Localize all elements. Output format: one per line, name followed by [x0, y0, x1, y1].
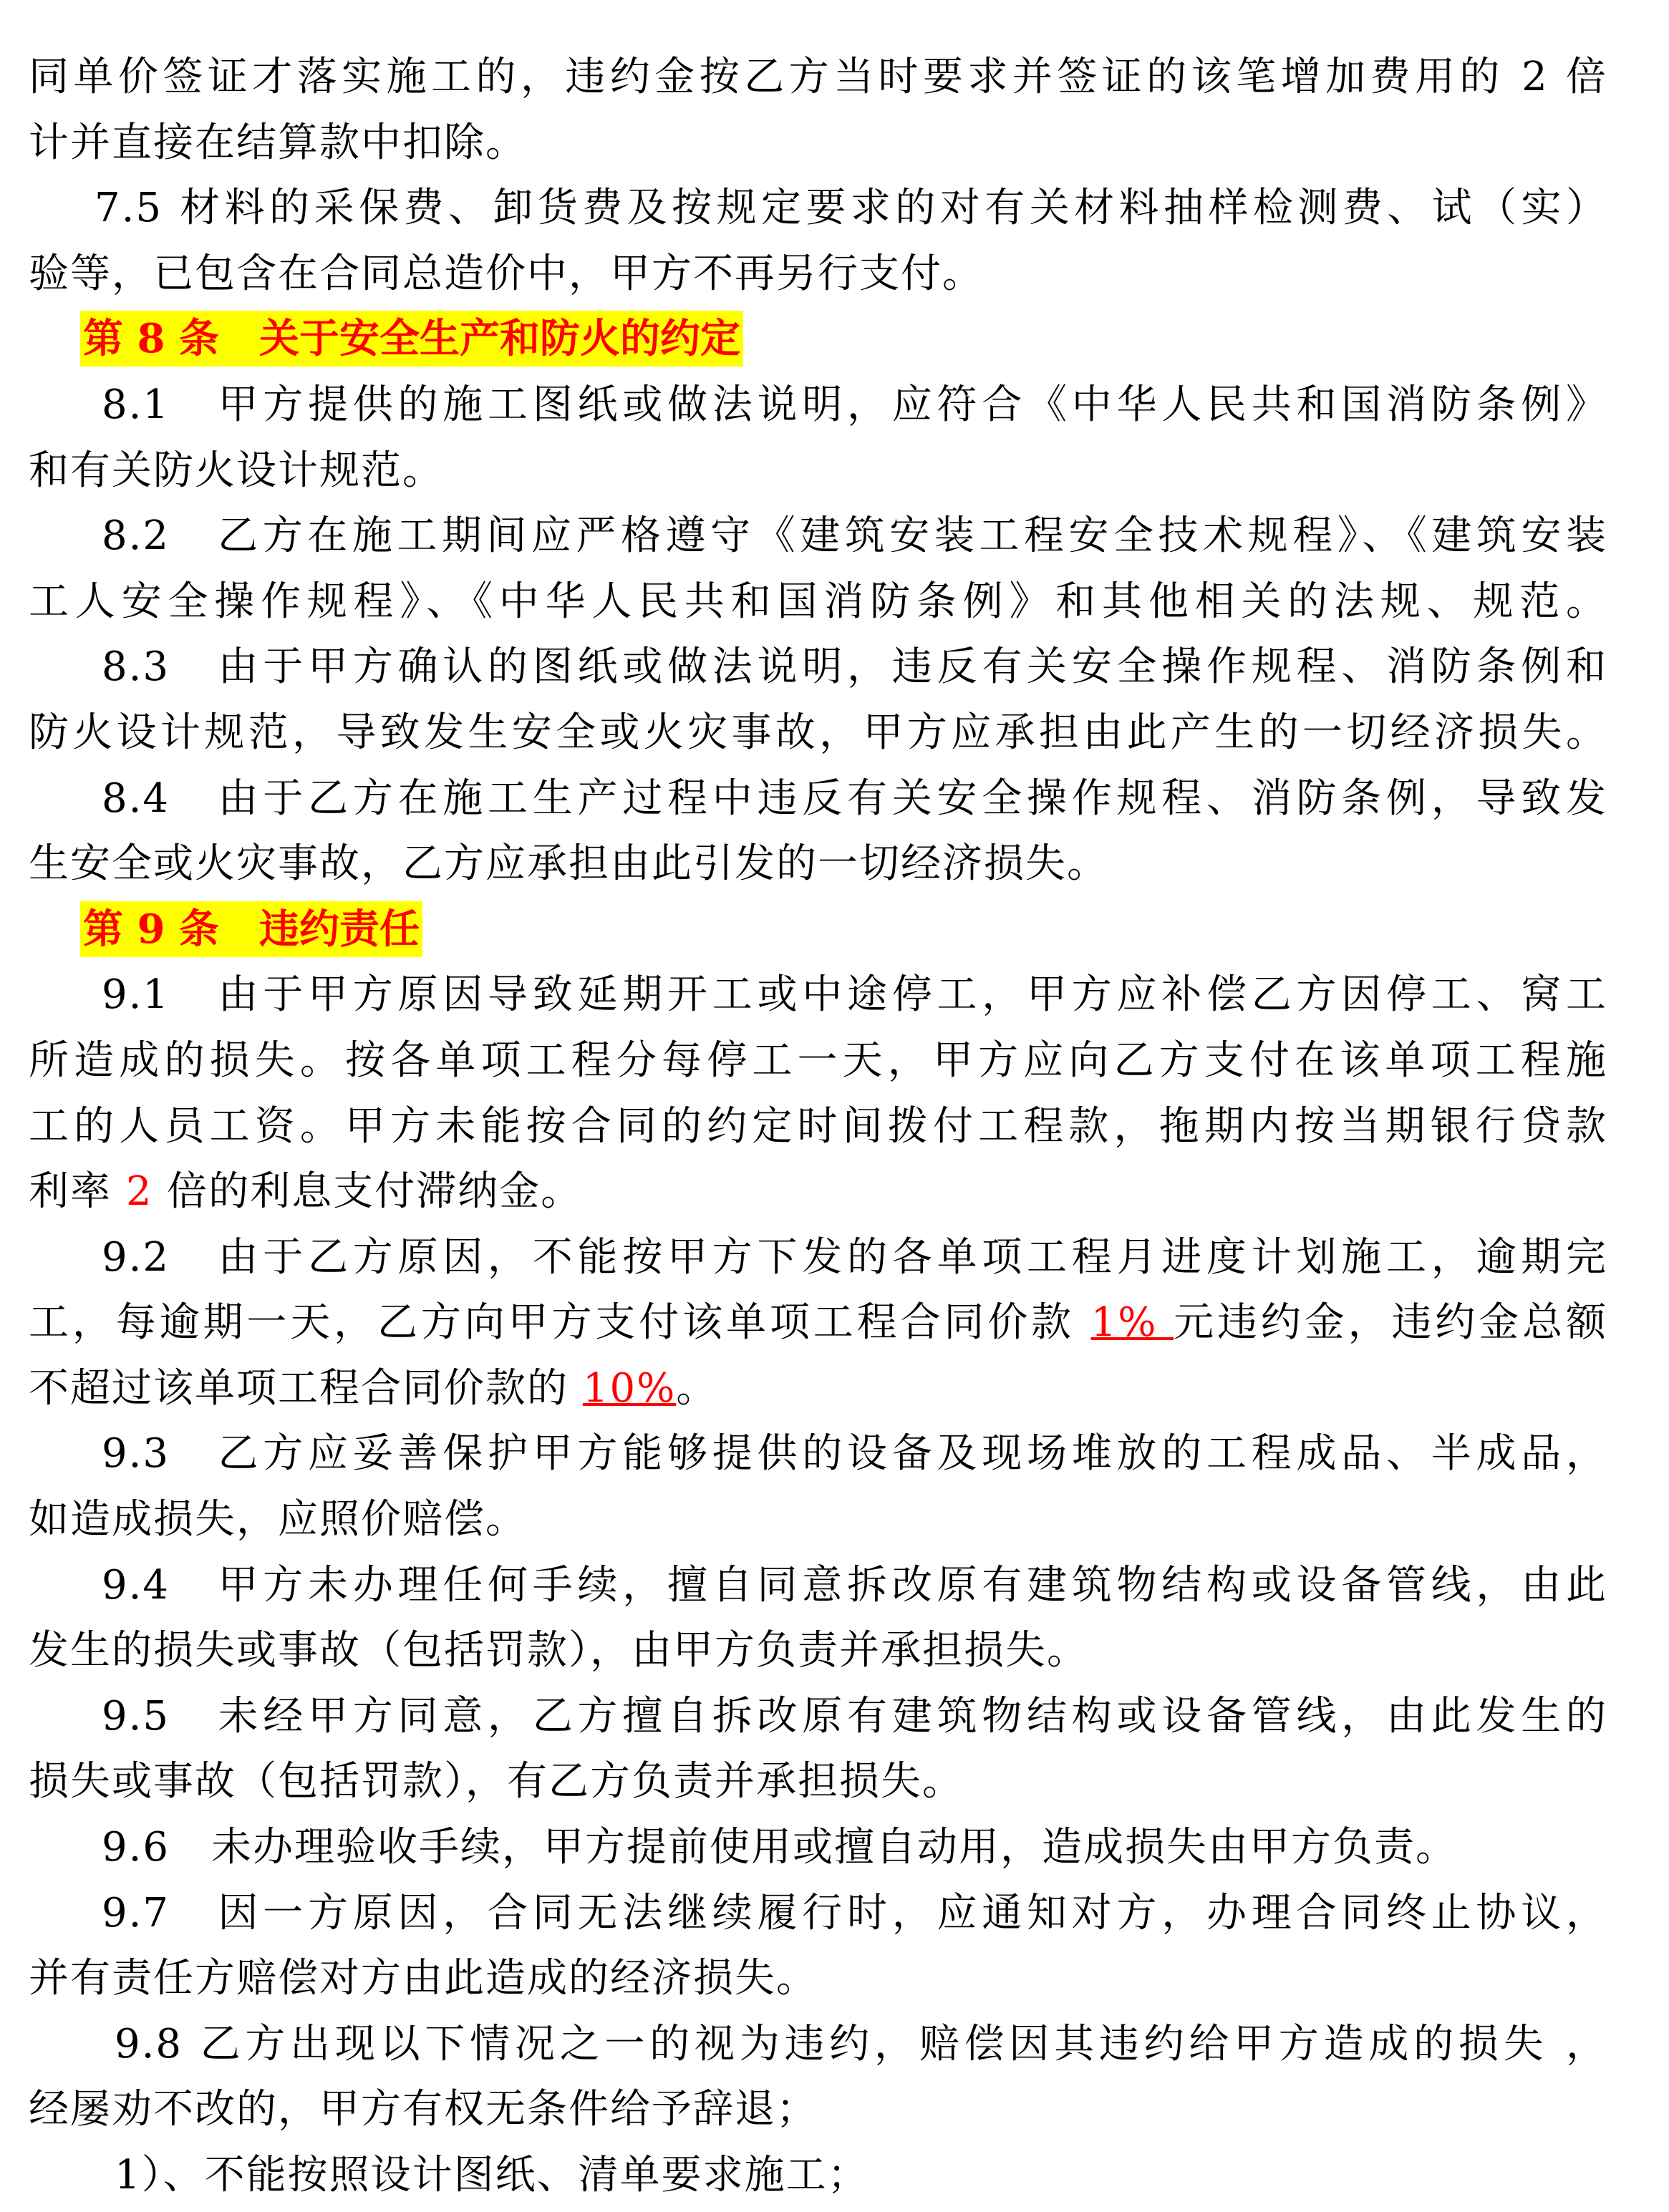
text-line: [29, 1159, 1607, 1225]
text: 不超过该单项工程合同价款的: [29, 1364, 583, 1412]
text-line: 经屡劝不改的，甲方有权无条件给予辞退；: [29, 2086, 818, 2133]
text-line: 所造成的损失。按各单项工程分每停工一天，甲方应向乙方支付在该单项工程施: [29, 1037, 1607, 1084]
text-line: 损失或事故（包括罚款），有乙方负责并承担损失。: [29, 1758, 964, 1805]
text-line: 计并直接在结算款中扣除。: [29, 119, 527, 166]
clause-9-2: 9.2 由于乙方原因，不能按甲方下发的各单项工程月进度计划施工，逾期完: [102, 1233, 1607, 1281]
text-line: [29, 1356, 1607, 1422]
text-line: 生安全或火灾事故，乙方应承担由此引发的一切经济损失。: [29, 840, 1108, 888]
text: 元违约金，违约金总额: [1174, 1299, 1607, 1347]
text: 。: [676, 1364, 718, 1412]
clause-9-1: 9.1 由于甲方原因导致延期开工或中途停工，甲方应补偿乙方因停工、窝工: [102, 971, 1607, 1019]
clause-8-4: 8.4 由于乙方在施工生产过程中违反有关安全操作规程、消防条例，导致发: [102, 775, 1607, 822]
clause-8-3: 8.3 由于甲方确认的图纸或做法说明，违反有关安全操作规程、消防条例和: [102, 644, 1607, 691]
clause-9-7: 9.7 因一方原因，合同无法继续履行时，应通知对方，办理合同终止协议，: [102, 1889, 1607, 1936]
clause-8-2: 8.2 乙方在施工期间应严格遵守《建筑安装工程安全技术规程》、《建筑安装: [102, 513, 1607, 560]
heading-text: 第 8 条 关于安全生产和防火的约定: [80, 311, 743, 367]
text: 倍的利息支付滞纳金。: [153, 1168, 583, 1216]
contract-document: [29, 44, 1607, 2208]
text-line: 发生的损失或事故（包括罚款），由甲方负责并承担损失。: [29, 1627, 1088, 1674]
clause-9-5: 9.5 未经甲方同意，乙方擅自拆改原有建筑物结构或设备管线，由此发生的: [102, 1692, 1607, 1740]
text-line: 验等，已包含在合同总造价中，甲方不再另行支付。: [29, 250, 984, 297]
text-line: 同单价签证才落实施工的，违约金按乙方当时要求并签证的该笔增加费用的 2 倍: [29, 54, 1607, 100]
text-line: 工的人员工资。甲方未能按合同的约定时间拨付工程款，拖期内按当期银行贷款: [29, 1102, 1607, 1150]
clause-9-4: 9.4 甲方未办理任何手续，擅自同意拆改原有建筑物结构或设备管线，由此: [102, 1561, 1607, 1609]
clause-9-8: 9.8 乙方出现以下情况之一的视为违约，赔偿因其违约给甲方造成的损失 ，: [115, 2020, 1607, 2067]
text-line: 如造成损失，应照价赔偿。: [29, 1496, 527, 1543]
heading-text: 第 9 条 违约责任: [80, 901, 422, 957]
text: 利率: [29, 1168, 126, 1216]
text-line: [29, 1290, 1607, 1356]
clause-9-3: 9.3 乙方应妥善保护甲方能够提供的设备及现场堆放的工程成品、半成品，: [102, 1430, 1607, 1478]
clause-9-6: 9.6 未办理验收手续，甲方提前使用或擅自动用，造成损失由甲方负责。: [102, 1824, 1458, 1871]
text-line: 防火设计规范，导致发生安全或火灾事故，甲方应承担由此产生的一切经济损失。: [29, 709, 1607, 756]
text-line: 和有关防火设计规范。: [29, 447, 444, 494]
highlighted-value: 10%: [582, 1364, 677, 1412]
clause-8-1: 8.1 甲方提供的施工图纸或做法说明，应符合《中华人民共和国消防条例》: [102, 381, 1607, 428]
text-line: 并有责任方赔偿对方由此造成的经济损失。: [29, 1955, 818, 2002]
text: 工，每逾期一天，乙方向甲方支付该单项工程合同价款: [29, 1299, 1091, 1347]
section-heading-9: [29, 897, 1607, 963]
highlighted-value: 2: [125, 1168, 153, 1216]
highlighted-value: 1%: [1090, 1299, 1174, 1347]
text-line: 工人安全操作规程》、《中华人民共和国消防条例》和其他相关的法规、规范。: [29, 578, 1607, 625]
section-heading-8: [29, 306, 1607, 372]
list-item: 1）、不能按照设计图纸、清单要求施工；: [115, 2152, 869, 2198]
clause-7-5: 7.5 材料的采保费、卸货费及按规定要求的对有关材料抽样检测费、试（实）: [95, 185, 1607, 232]
